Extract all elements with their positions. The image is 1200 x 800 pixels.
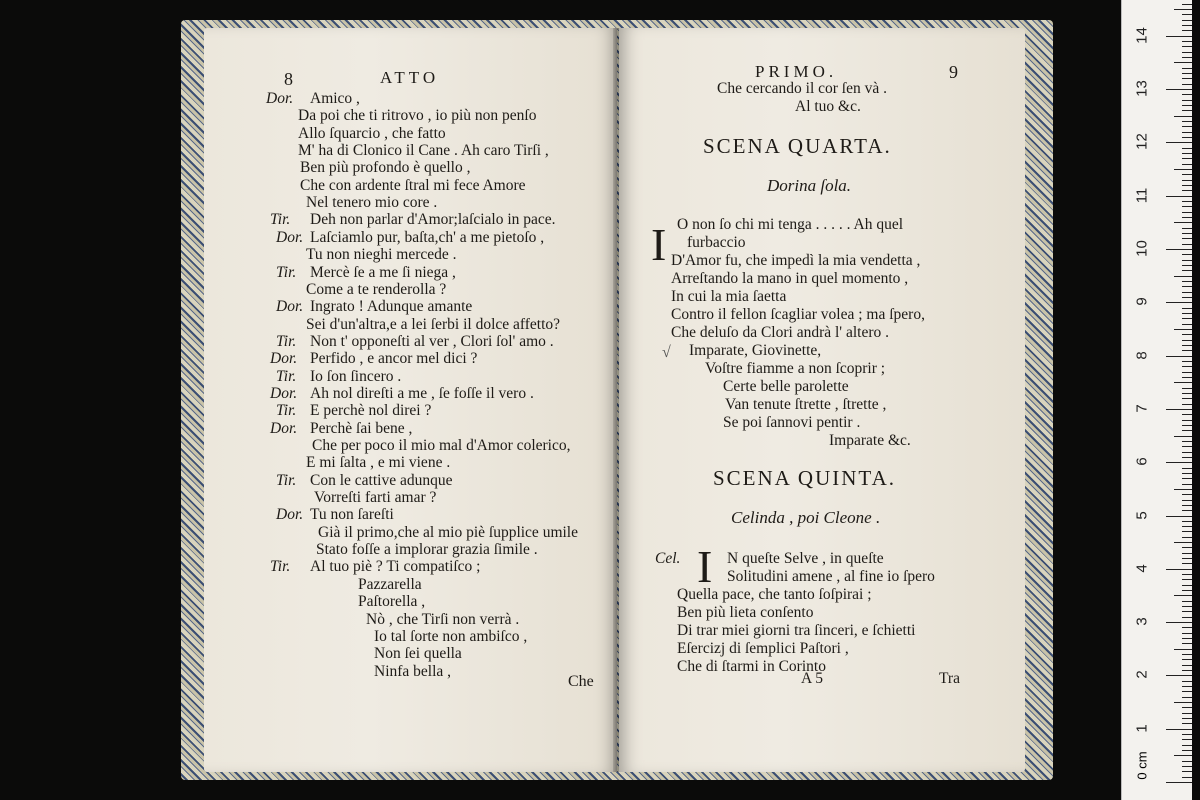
ruler-tick (1182, 553, 1192, 554)
ruler-tick (1182, 217, 1192, 218)
ruler-tick (1182, 308, 1192, 309)
verse-line: Allo ſquarcio , che fatto (298, 124, 446, 142)
ruler-tick (1182, 526, 1192, 527)
ruler-tick (1182, 761, 1192, 762)
ruler-tick (1182, 14, 1192, 15)
ruler-tick (1182, 531, 1192, 532)
ruler-number: 3 (1133, 617, 1151, 626)
ruler-number: 8 (1133, 350, 1151, 360)
verse-line: Di trar miei giorni tra ſinceri, e ſchietti (677, 622, 916, 639)
ruler-tick (1182, 478, 1192, 479)
ruler-tick (1182, 25, 1192, 26)
ruler-tick (1182, 30, 1192, 31)
ruler-tick (1182, 126, 1192, 127)
verse-line: Vorreſti farti amar ? (314, 489, 437, 507)
ruler-tick (1182, 745, 1192, 746)
ruler-tick (1182, 46, 1192, 47)
ruler-tick (1182, 590, 1192, 591)
verse-line: Amico , (310, 90, 360, 107)
catchword: Che (568, 673, 594, 690)
ruler-tick (1174, 489, 1192, 490)
ruler-tick (1182, 260, 1192, 261)
measuring-ruler (1121, 0, 1192, 800)
ruler-tick (1174, 595, 1192, 596)
ruler-tick (1182, 505, 1192, 506)
ruler-tick (1182, 270, 1192, 271)
ruler-number: 2 (1133, 670, 1151, 680)
verse-line: N queſte Selve , in queſte (727, 550, 884, 567)
ruler-tick (1174, 755, 1192, 756)
ruler-tick (1182, 665, 1192, 666)
running-head: PRIMO. (755, 62, 838, 81)
ruler-tick (1182, 105, 1192, 106)
speaker-label: Tir. (276, 471, 297, 489)
speaker-label: Dor. (276, 506, 304, 524)
ruler-tick (1182, 281, 1192, 282)
ruler-tick (1182, 388, 1192, 389)
ruler-tick (1182, 686, 1192, 687)
running-head: ATTO (380, 68, 440, 87)
ruler-tick (1166, 196, 1192, 197)
scene-title: SCENA QUINTA. (713, 466, 896, 490)
ruler-tick (1182, 627, 1192, 628)
verse-line: Laſciamlo pur, baſta,ch' a me pietoſo , (310, 228, 545, 246)
verse-line: Nò , che Tirſi non verrà . (366, 610, 520, 628)
speaker-label: Dor. (270, 419, 298, 437)
ruler-tick (1182, 68, 1192, 69)
ruler-tick (1182, 84, 1192, 85)
ruler-tick (1182, 190, 1192, 191)
verse-line: Tu non ſareſti (310, 506, 394, 524)
verse-line: Imparate, Giovinette, (689, 342, 822, 359)
verse-line: Ninfa bella , (374, 662, 452, 680)
ruler-tick (1182, 766, 1192, 767)
ruler-tick (1182, 601, 1192, 602)
ruler-tick (1182, 473, 1192, 474)
ruler-tick (1182, 206, 1192, 207)
verse-line: Che di ſtarmi in Corinto (677, 658, 826, 675)
ruler-tick (1174, 116, 1192, 117)
ruler-tick (1174, 222, 1192, 223)
verse-line: Al tuo &c. (795, 98, 861, 115)
ruler-tick (1182, 723, 1192, 724)
ruler-tick (1182, 611, 1192, 612)
ruler-tick (1182, 254, 1192, 255)
verse-line: Da poi che ti ritrovo , io più non penſo (298, 107, 537, 125)
ruler-tick (1182, 457, 1192, 458)
ruler-number: 5 (1133, 510, 1151, 520)
ruler-tick (1182, 430, 1192, 431)
ruler-tick (1182, 547, 1192, 548)
ruler-tick (1182, 377, 1192, 378)
ruler-tick (1166, 782, 1192, 783)
ruler-tick (1182, 73, 1192, 74)
ruler-tick (1182, 398, 1192, 399)
verse-line: Che cercando il cor ſen và . (717, 80, 887, 97)
verse-line: Pazzarella (358, 575, 422, 593)
ruler-tick (1174, 329, 1192, 330)
ruler-tick (1182, 345, 1192, 346)
ruler-number: 6 (1133, 457, 1151, 466)
ruler-tick (1174, 169, 1192, 170)
speaker-label: Dor. (270, 350, 298, 368)
scene-subtitle: Celinda , poi Cleone . (731, 508, 881, 527)
ruler-tick (1182, 121, 1192, 122)
verse-line: Van tenute ſtrette , ſtrette , (725, 396, 887, 413)
ruler-tick (1182, 707, 1192, 708)
ruler-tick (1182, 110, 1192, 111)
ruler-tick (1166, 729, 1192, 730)
ruler-tick (1182, 638, 1192, 639)
ruler-tick (1166, 356, 1192, 357)
ruler-tick (1182, 633, 1192, 634)
ruler-tick (1174, 9, 1192, 10)
ruler-tick (1182, 153, 1192, 154)
ruler-tick (1182, 100, 1192, 101)
ruler-tick (1166, 622, 1192, 623)
ruler-tick (1174, 62, 1192, 63)
drop-cap: I (651, 219, 667, 270)
speaker-label: Tir. (270, 558, 291, 576)
ruler-tick (1182, 41, 1192, 42)
ruler-unit-label: 0 cm (1134, 751, 1150, 780)
ruler-tick (1182, 132, 1192, 133)
ruler-tick (1182, 654, 1192, 655)
ruler-tick (1182, 414, 1192, 415)
ruler-tick (1166, 142, 1192, 143)
ruler-tick (1182, 697, 1192, 698)
verse-line: Quella pace, che tanto ſoſpirai ; (677, 586, 872, 603)
verse-line: Non ſei quella (374, 645, 462, 663)
ruler-tick (1182, 334, 1192, 335)
speaker-label: Dor. (276, 298, 304, 316)
ruler-tick (1182, 771, 1192, 772)
verse-line: Che per poco il mio mal d'Amor colerico, (312, 437, 571, 454)
verse-line: Contro il fellon ſcagliar volea ; ma ſpero, (671, 306, 925, 323)
verse-line: Nel tenero mio core . (306, 194, 438, 212)
verse-line: Ah nol direſti a me , ſe foſſe il vero . (310, 384, 534, 402)
speaker-label: Tir. (276, 367, 297, 385)
speaker-label: Tir. (270, 211, 291, 229)
ruler-tick (1166, 569, 1192, 570)
verse-line: Io ſon ſincero . (310, 367, 402, 385)
ruler-tick (1182, 420, 1192, 421)
ruler-tick (1182, 558, 1192, 559)
ruler-tick (1182, 617, 1192, 618)
verse-line: Tu non nieghi mercede . (306, 246, 457, 264)
ruler-tick (1182, 441, 1192, 442)
ruler-tick (1174, 542, 1192, 543)
ruler-number: 9 (1133, 297, 1151, 306)
ruler-tick (1182, 691, 1192, 692)
ruler-tick (1182, 292, 1192, 293)
ruler-tick (1182, 137, 1192, 138)
page-number: 8 (284, 69, 293, 89)
ruler-tick (1182, 313, 1192, 314)
verse-line: Al tuo piè ? Ti compatiſco ; (310, 558, 481, 576)
ruler-tick (1182, 20, 1192, 21)
ruler-tick (1182, 606, 1192, 607)
ruler-tick (1182, 228, 1192, 229)
ruler-tick (1166, 249, 1192, 250)
ruler-tick (1182, 350, 1192, 351)
ruler-tick (1182, 484, 1192, 485)
verse-line: Non t' opponeſti al ver , Clori ſol' amo . (310, 332, 554, 350)
ruler-number: 11 (1133, 187, 1151, 203)
verse-line: Ben più lieta conſento (677, 604, 814, 621)
ruler-tick (1182, 750, 1192, 751)
verse-line: Imparate &c. (829, 432, 911, 449)
ruler-tick (1166, 89, 1192, 90)
ruler-tick (1174, 276, 1192, 277)
ruler-tick (1166, 302, 1192, 303)
ruler-tick (1166, 36, 1192, 37)
speaker-label: Dor. (276, 228, 304, 246)
verse-line: Certe belle parolette (723, 378, 849, 395)
ruler-tick (1182, 265, 1192, 266)
speaker-label: Tir. (276, 263, 297, 281)
ruler-tick (1182, 404, 1192, 405)
ruler-tick (1182, 324, 1192, 325)
verse-line: Con le cattive adunque (310, 471, 453, 489)
left-page (204, 28, 617, 772)
speaker-label: Cel. (655, 550, 681, 567)
drop-cap: I (697, 541, 713, 592)
ruler-tick (1182, 340, 1192, 341)
ruler-tick (1182, 244, 1192, 245)
ruler-tick (1182, 585, 1192, 586)
ruler-tick (1174, 436, 1192, 437)
verse-line: Ingrato ! Adunque amante (310, 298, 473, 316)
ruler-tick (1182, 574, 1192, 575)
ruler-tick (1166, 675, 1192, 676)
ruler-tick (1182, 201, 1192, 202)
ruler-tick (1182, 94, 1192, 95)
ruler-tick (1182, 643, 1192, 644)
verse-line: Deh non parlar d'Amor;laſcialo in pace. (310, 211, 556, 229)
verse-line: Già il primo,che al mio piè ſupplice umile (318, 523, 578, 541)
ruler-tick (1182, 174, 1192, 175)
ruler-tick (1182, 681, 1192, 682)
verse-line: In cui la mia ſaetta (671, 288, 787, 305)
ruler-tick (1182, 713, 1192, 714)
verse-line: E perchè nol direi ? (310, 402, 432, 420)
ruler-tick (1182, 158, 1192, 159)
ruler-tick (1182, 366, 1192, 367)
ruler-tick (1182, 361, 1192, 362)
ruler-tick (1182, 318, 1192, 319)
ruler-tick (1182, 393, 1192, 394)
verse-line: Perchè ſai bene , (310, 419, 413, 437)
verse-line: D'Amor fu, che impedì la mia vendetta , (671, 252, 921, 269)
speaker-label: Dor. (270, 384, 298, 402)
right-page (619, 28, 1025, 772)
ruler-tick (1182, 537, 1192, 538)
verse-line: E mi ſalta , e mi viene . (306, 454, 451, 472)
ruler-tick (1182, 52, 1192, 53)
ruler-tick (1182, 297, 1192, 298)
ruler-tick (1174, 382, 1192, 383)
verse-line: Perfido , e ancor mel dici ? (310, 350, 478, 368)
verse-line: Io tal ſorte non ambiſco , (374, 627, 528, 645)
ruler-tick (1182, 452, 1192, 453)
ruler-number: 14 (1133, 26, 1151, 44)
verse-line: Stato foſſe a implorar grazia ſimile . (316, 541, 538, 559)
ruler-tick (1182, 446, 1192, 447)
ruler-tick (1182, 212, 1192, 213)
ruler-number: 13 (1133, 80, 1151, 97)
verse-line: Solitudini amene , al fine io ſpero (727, 568, 935, 585)
ruler-tick (1182, 494, 1192, 495)
ruler-tick (1182, 4, 1192, 5)
ruler-number: 7 (1133, 404, 1151, 413)
page-number: 9 (949, 62, 958, 82)
margin-checkmark: √ (662, 344, 671, 361)
verse-line: Che deluſo da Clori andrà l' altero . (671, 324, 890, 341)
ruler-tick (1182, 425, 1192, 426)
ruler-number: 1 (1133, 724, 1151, 733)
ruler-tick (1182, 579, 1192, 580)
ruler-tick (1182, 286, 1192, 287)
verse-line: Voſtre fiamme a non ſcoprir ; (705, 360, 886, 377)
speaker-label: Tir. (276, 332, 297, 350)
verse-line: Se poi ſannovi pentir . (723, 414, 861, 431)
ruler-tick (1182, 500, 1192, 501)
ruler-tick (1182, 718, 1192, 719)
catchword: Tra (939, 670, 960, 687)
ruler-tick (1182, 180, 1192, 181)
ruler-tick (1182, 670, 1192, 671)
speaker-label: Tir. (276, 402, 297, 420)
ruler-tick (1166, 409, 1192, 410)
ruler-tick (1182, 148, 1192, 149)
ruler-tick (1182, 659, 1192, 660)
verse-line: Eſercizj di ſemplici Paſtori , (677, 640, 849, 657)
ruler-tick (1182, 233, 1192, 234)
ruler-tick (1174, 702, 1192, 703)
verse-line: furbaccio (687, 234, 746, 251)
ruler-tick (1182, 78, 1192, 79)
ruler-tick (1166, 462, 1192, 463)
signature-mark: A 5 (801, 670, 823, 687)
ruler-tick (1174, 649, 1192, 650)
ruler-tick (1182, 468, 1192, 469)
speaker-label: Dor. (266, 90, 294, 107)
verse-line: Come a te renderolla ? (306, 280, 447, 298)
ruler-tick (1182, 734, 1192, 735)
verse-line: Sei d'un'altra,e a lei ſerbi il dolce affetto? (306, 315, 561, 333)
ruler-tick (1166, 516, 1192, 517)
scene-title: SCENA QUARTA. (703, 134, 892, 158)
ruler-tick (1182, 164, 1192, 165)
verse-line: M' ha di Clonico il Cane . Ah caro Tirſi , (298, 142, 549, 160)
ruler-tick (1182, 521, 1192, 522)
ruler-tick (1182, 238, 1192, 239)
verse-line: Paſtorella , (358, 593, 426, 611)
ruler-number: 12 (1133, 133, 1151, 151)
ruler-tick (1182, 510, 1192, 511)
verse-line: Arreſtando la mano in quel momento , (671, 270, 909, 287)
ruler-number: 4 (1133, 564, 1151, 573)
ruler-tick (1182, 372, 1192, 373)
verse-line: Mercè ſe a me ſi niega , (310, 263, 456, 281)
verse-line: Ben più profondo è quello , (300, 159, 471, 177)
ruler-tick (1182, 563, 1192, 564)
ruler-tick (1182, 57, 1192, 58)
verse-line: Che con ardente ſtral mi fece Amore (300, 176, 526, 194)
ruler-number: 10 (1133, 240, 1151, 257)
verse-line: O non ſo chi mi tenga . . . . . Ah quel (677, 216, 904, 233)
ruler-tick (1182, 185, 1192, 186)
ruler-tick (1182, 739, 1192, 740)
scene-subtitle: Dorina ſola. (767, 176, 852, 195)
ruler-tick (1182, 777, 1192, 778)
